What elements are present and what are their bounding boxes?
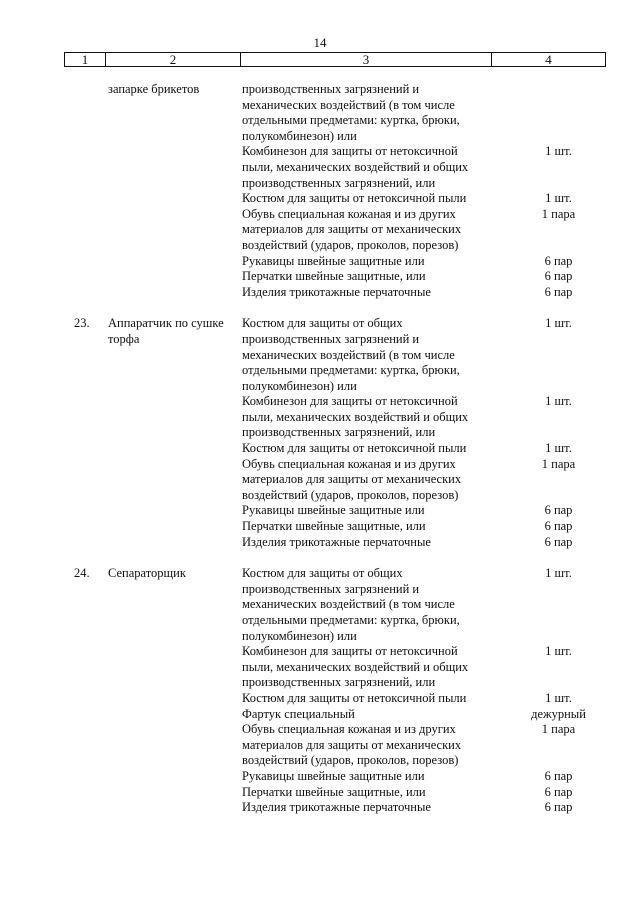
column-header-3: 3	[241, 53, 492, 67]
ppe-item	[238, 316, 601, 394]
row-number: 23.	[74, 316, 90, 331]
ppe-item-list	[238, 566, 601, 816]
ppe-item-description: Перчатки швейные защитные, или	[242, 519, 426, 534]
occupation-name: Аппаратчик по сушке торфа	[108, 316, 224, 346]
ppe-item-description: Костюм для защиты от общих производственных загрязнений и механических воздействий (в том числе отдельными предметами: куртка, брюки, полукомбинезон) или	[242, 316, 460, 393]
column-header-2: 2	[106, 53, 241, 67]
ppe-item-quantity: 6 пар	[544, 534, 573, 549]
ppe-item-description: Перчатки швейные защитные, или	[242, 784, 426, 799]
ppe-item	[238, 503, 601, 519]
ppe-item-quantity: 6 пар	[544, 284, 573, 299]
ppe-item-list	[238, 316, 601, 550]
ppe-item-quantity: 1 пара	[541, 722, 576, 737]
ppe-item-list	[238, 82, 601, 300]
occupation-name: запарке брикетов	[108, 82, 200, 96]
ppe-item	[238, 691, 601, 707]
ppe-item-description: Обувь специальная кожаная и из других материалов для защиты от механических воздействий (ударов, проколов, порезов)	[242, 206, 462, 252]
ppe-item-description: производственных загрязнений и механических воздействий (в том числе отдельными предметами: куртка, брюки, полукомбинезон) или	[242, 82, 460, 143]
ppe-item	[238, 769, 601, 785]
ppe-item-quantity: 6 пар	[544, 519, 573, 534]
ppe-item	[238, 285, 601, 301]
ppe-item-quantity: 6 пар	[544, 269, 573, 284]
ppe-item-description: Комбинезон для защиты от нетоксичной пыли, механических воздействий и общих производственных загрязнений, или	[242, 394, 469, 440]
ppe-item	[238, 441, 601, 457]
ppe-item	[238, 269, 601, 285]
ppe-item-quantity: 1 шт.	[545, 566, 572, 581]
ppe-item-description: Обувь специальная кожаная и из других материалов для защиты от механических воздействий (ударов, проколов, порезов)	[242, 722, 462, 768]
ppe-item-description: Рукавицы швейные защитные или	[242, 503, 425, 518]
ppe-item	[238, 191, 601, 207]
ppe-item	[238, 82, 601, 144]
ppe-item-quantity: 6 пар	[544, 253, 573, 268]
ppe-item-quantity: 6 пар	[544, 800, 573, 815]
ppe-item	[238, 394, 601, 441]
ppe-item	[238, 722, 601, 769]
ppe-item	[238, 707, 601, 723]
ppe-item	[238, 519, 601, 535]
ppe-item-quantity: 6 пар	[544, 768, 573, 783]
ppe-item-description: Костюм для защиты от нетоксичной пыли	[242, 191, 467, 206]
ppe-item-quantity: 1 пара	[541, 206, 576, 221]
ppe-item-description: Изделия трикотажные перчаточные	[242, 800, 431, 815]
document-body	[64, 82, 601, 816]
ppe-item	[238, 254, 601, 270]
ppe-item	[238, 144, 601, 191]
table-row	[64, 566, 601, 816]
ppe-item	[238, 644, 601, 691]
ppe-item-quantity: 1 шт.	[545, 144, 572, 159]
ppe-item-quantity: 1 шт.	[545, 690, 572, 705]
occupation-name: Сепараторщик	[108, 566, 186, 581]
ppe-item-quantity: 6 пар	[544, 503, 573, 518]
column-header-1: 1	[65, 53, 106, 67]
ppe-item-description: Рукавицы швейные защитные или	[242, 768, 425, 783]
ppe-item-quantity	[488, 82, 601, 144]
ppe-item	[238, 566, 601, 644]
ppe-item-description: Костюм для защиты от нетоксичной пыли	[242, 441, 467, 456]
ppe-item	[238, 207, 601, 254]
column-header-4: 4	[492, 53, 606, 67]
ppe-item-description: Изделия трикотажные перчаточные	[242, 534, 431, 549]
column-header-table	[64, 52, 606, 67]
ppe-item	[238, 785, 601, 801]
ppe-item-quantity: 1 шт.	[545, 191, 572, 206]
ppe-item-description: Фартук специальный	[242, 706, 355, 721]
page-number: 14	[313, 35, 327, 50]
ppe-item-description: Комбинезон для защиты от нетоксичной пыли, механических воздействий и общих производственных загрязнений, или	[242, 644, 469, 690]
ppe-item-description: Рукавицы швейные защитные или	[242, 253, 425, 268]
ppe-item-description: Костюм для защиты от нетоксичной пыли	[242, 690, 467, 705]
ppe-item-quantity: 1 шт.	[545, 441, 572, 456]
ppe-item	[238, 457, 601, 504]
ppe-item	[238, 800, 601, 816]
ppe-item-description: Комбинезон для защиты от нетоксичной пыли, механических воздействий и общих производственных загрязнений, или	[242, 144, 469, 190]
column-header-row	[65, 53, 606, 67]
ppe-item-description: Изделия трикотажные перчаточные	[242, 284, 431, 299]
ppe-item-quantity: 1 пара	[541, 456, 576, 471]
ppe-item	[238, 535, 601, 551]
ppe-item-description: Обувь специальная кожаная и из других материалов для защиты от механических воздействий (ударов, проколов, порезов)	[242, 456, 462, 502]
ppe-item-description: Костюм для защиты от общих производственных загрязнений и механических воздействий (в том числе отдельными предметами: куртка, брюки, полукомбинезон) или	[242, 566, 460, 643]
ppe-item-quantity: 1 шт.	[545, 644, 572, 659]
ppe-item-quantity: 1 шт.	[545, 316, 572, 331]
ppe-item-quantity: 1 шт.	[545, 394, 572, 409]
table-row	[64, 316, 601, 550]
ppe-item-description: Перчатки швейные защитные, или	[242, 269, 426, 284]
ppe-item-quantity: 6 пар	[544, 784, 573, 799]
row-number	[64, 82, 104, 300]
ppe-item-quantity: дежурный	[531, 706, 586, 721]
table-row	[64, 82, 601, 300]
row-number: 24.	[74, 566, 90, 581]
